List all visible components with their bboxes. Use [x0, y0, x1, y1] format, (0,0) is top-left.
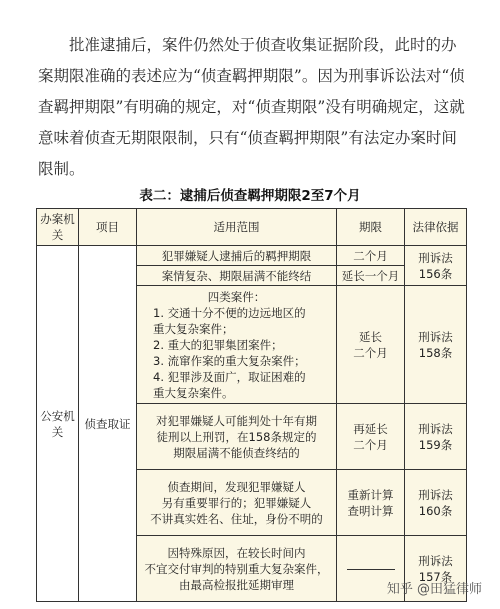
period-cell: 延长一个月 [337, 266, 405, 286]
scope-cell: 四类案件： 1. 交通十分不便的边远地区的 重大复杂案件； 2. 重大的犯罪集团案件； 3. 流窜作案的重大复杂案件； 4. 犯罪涉及面广，取证困难的 重大复杂案件。 [137, 286, 337, 404]
scope-cell: 侦查期间，发现犯罪嫌疑人 另有重要罪行的；犯罪嫌疑人 不讲真实姓名、住址，身份不明的 [137, 470, 337, 536]
scope-cell: 犯罪嫌疑人逮捕后的羁押期限 [137, 246, 337, 266]
scope-cell: 案情复杂、期限届满不能终结 [137, 266, 337, 286]
period-cell: 二个月 [337, 246, 405, 266]
header-agency: 办案机关 [37, 209, 79, 246]
zhihu-watermark: 知乎 @田猛律师 [386, 582, 482, 597]
basis-cell: 刑诉法 158条 [405, 286, 467, 404]
header-scope: 适用范围 [137, 209, 337, 246]
basis-cell: 刑诉法 160条 [405, 470, 467, 536]
table-caption: 表二：逮捕后侦查羁押期限2至7个月 [139, 188, 361, 204]
item-cell: 侦查取证 [79, 246, 137, 602]
scope-cell: 因特殊原因，在较长时间内 不宜交付审判的特别重大复杂案件， 由最高检报批延期审理 [137, 536, 337, 602]
basis-cell: 刑诉法 157条 [405, 536, 467, 602]
empty-period-dash [347, 569, 395, 570]
header-period: 期限 [337, 209, 405, 246]
period-cell: 延长 二个月 [337, 286, 405, 404]
header-item: 项目 [79, 209, 137, 246]
detention-period-table [36, 208, 467, 602]
scope-cell: 对犯罪嫌疑人可能判处十年有期 徒刑以上刑罚，在158条规定的 期限届满不能侦查终结的 [137, 404, 337, 470]
table-row [37, 246, 467, 266]
header-basis: 法律依据 [405, 209, 467, 246]
intro-paragraph: 批准逮捕后，案件仍然处于侦查收集证据阶段，此时的办案期限准确的表述应为“侦查羁押期限”。因为刑事诉讼法对“侦查羁押期限”有明确的规定，对“侦查期限”没有明确规定，这就意味着侦查无期限限制，只有“侦查羁押期限”有法定办案时间限制。 [38, 36, 465, 178]
agency-cell: 公安机关 [37, 246, 79, 602]
period-cell: 再延长 二个月 [337, 404, 405, 470]
period-cell: 重新计算 查明计算 [337, 470, 405, 536]
table-header-row [37, 209, 467, 246]
basis-cell: 刑诉法 156条 [405, 246, 467, 286]
basis-cell: 刑诉法 159条 [405, 404, 467, 470]
